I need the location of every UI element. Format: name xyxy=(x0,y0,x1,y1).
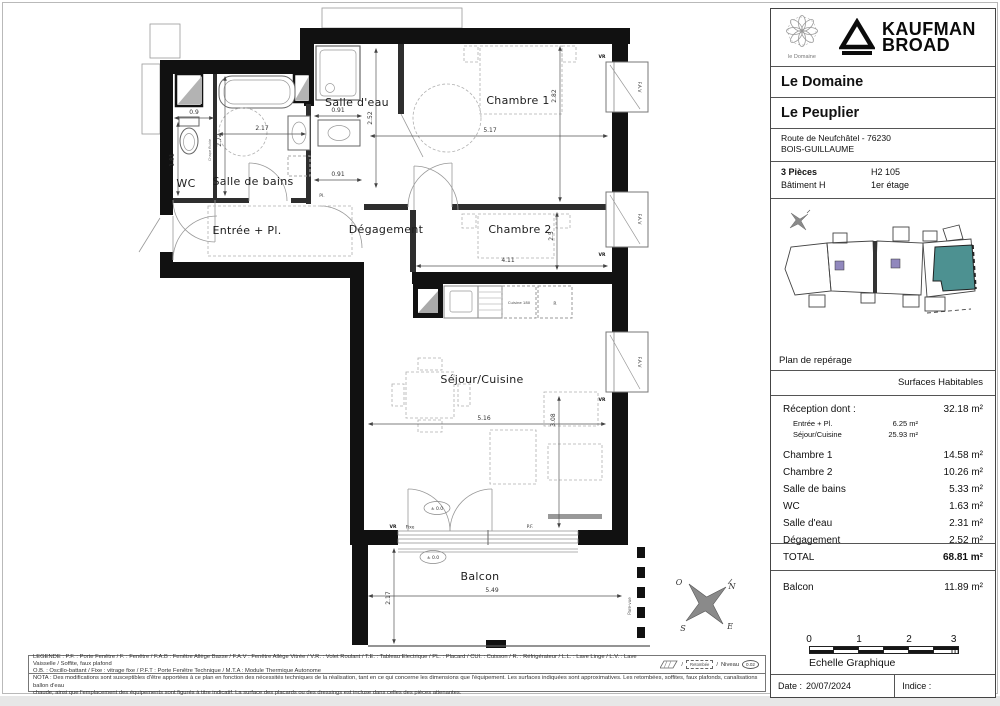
pf-label: P.F. xyxy=(526,525,534,530)
total-value: 68.81 m² xyxy=(942,551,983,563)
legend-strip xyxy=(28,654,766,696)
date-cell xyxy=(771,675,894,697)
balcon-value: 11.89 m² xyxy=(944,582,983,594)
scale-ticks xyxy=(806,634,960,657)
kaufman-broad-logo xyxy=(839,18,976,56)
balcon-label: Balcon xyxy=(783,582,814,594)
balcon-section xyxy=(771,571,995,675)
label-sejour: Séjour/Cuisine xyxy=(440,373,524,386)
label-chape: Chape fluide xyxy=(208,138,212,162)
vr-label: VR xyxy=(598,398,606,403)
table-subrow xyxy=(771,429,995,440)
svg-text:± 0.0: ± 0.0 xyxy=(426,556,440,561)
svg-text:2.17: 2.17 xyxy=(255,125,269,132)
legend-line2: O.B. : Oscillo-battant / Fixe : vitrage fixe / P.F.T : Porte Fenêtre Technique / M.T.A : Module Thermique Autonome xyxy=(33,668,321,674)
compass-e: E xyxy=(727,622,733,631)
svg-text:3.08: 3.08 xyxy=(550,413,557,427)
row-value: 25.93 m² xyxy=(888,429,918,439)
label-salle-eau: Salle d'eau xyxy=(325,96,389,109)
window-sejour xyxy=(599,332,648,403)
svg-text:0.91: 0.91 xyxy=(331,171,345,178)
address-line2: BOIS-GUILLAUME xyxy=(781,143,855,154)
fav-label: F.A.V xyxy=(636,356,641,368)
surfaces-table xyxy=(771,396,995,544)
row-value: 5.33 m² xyxy=(949,483,983,495)
reperage-caption: Plan de repérage xyxy=(779,354,852,366)
balcony-door xyxy=(390,489,578,552)
row-label: WC xyxy=(783,500,800,512)
program-name-text: Le Domaine xyxy=(781,73,864,90)
svg-text:2.17: 2.17 xyxy=(385,591,392,605)
kitchen xyxy=(413,284,572,318)
slash: / xyxy=(716,661,718,668)
slash: / xyxy=(681,661,684,668)
svg-text:2.82: 2.82 xyxy=(551,89,558,103)
row-label: Salle de bains xyxy=(783,483,846,495)
window-chambre1 xyxy=(599,54,648,112)
residence-name xyxy=(771,98,995,129)
kb-wordmark xyxy=(882,19,976,56)
scale-bar-segments xyxy=(809,646,959,654)
row-value: 10.26 m² xyxy=(943,466,983,478)
tick-3: 3 m xyxy=(950,634,960,657)
svg-text:2.52: 2.52 xyxy=(367,111,374,125)
date-label: Date : xyxy=(778,681,803,692)
table-row xyxy=(771,401,995,418)
label-degagement: Dégagement xyxy=(348,223,424,236)
tick-2: 2 xyxy=(906,634,912,646)
unit-info xyxy=(771,162,995,199)
highlighted-unit xyxy=(933,245,975,291)
row-value: 6.25 m² xyxy=(892,418,918,428)
room-labels xyxy=(176,94,551,583)
kb-triangle-icon xyxy=(839,18,875,56)
table-row xyxy=(771,447,995,464)
rosette-icon xyxy=(782,15,822,51)
nota-row xyxy=(29,674,765,699)
fav-label: F.A.V xyxy=(636,213,641,225)
unit-type: 3 Pièces xyxy=(781,167,818,178)
total-row xyxy=(771,544,995,572)
scale-bar xyxy=(771,634,995,674)
label-placard: Pl. xyxy=(319,194,325,199)
unit-etage: 1er étage xyxy=(871,180,910,191)
residence-name-text: Le Peuplier xyxy=(781,104,860,121)
address xyxy=(771,129,995,163)
table-row xyxy=(771,579,995,596)
fav-label: F.A.V xyxy=(636,81,641,93)
table-row xyxy=(771,515,995,532)
row-label: Dégagement xyxy=(783,534,841,546)
date-row xyxy=(771,675,995,697)
nota-line2: chaude, ainsi que l'emplacement des équipements sont figurés à titre indicatif. La surface des placards ou des dressings est incluse dans celles des pièces attenantes. xyxy=(33,690,462,696)
table-row xyxy=(771,464,995,481)
row-value: 2.52 m² xyxy=(949,534,983,546)
dimension-lines xyxy=(176,48,620,642)
unit-lot: H2 105 xyxy=(871,167,901,178)
scale-caption: Echelle Graphique xyxy=(809,657,896,670)
svg-text:5.16: 5.16 xyxy=(477,415,491,422)
reperage-section xyxy=(771,199,995,370)
compass-s: S xyxy=(680,624,686,633)
table-row xyxy=(771,481,995,498)
label-balcon: Balcon xyxy=(460,570,500,583)
vr-label: VR xyxy=(389,525,397,530)
logo-section xyxy=(771,9,995,67)
compass-n: N xyxy=(728,582,736,591)
svg-text:5.49: 5.49 xyxy=(485,587,499,594)
legend-text xyxy=(33,654,660,675)
svg-text:2.72: 2.72 xyxy=(216,133,223,147)
row-label: Chambre 2 xyxy=(783,466,833,478)
table-subrow xyxy=(771,418,995,429)
svg-text:1.81: 1.81 xyxy=(169,153,176,167)
mini-compass-icon xyxy=(790,210,810,230)
surfaces-title xyxy=(771,371,995,396)
legend-row xyxy=(29,656,765,674)
balcony xyxy=(368,547,650,646)
tv-bench xyxy=(548,514,602,519)
niveau-label: Niveau xyxy=(721,661,740,668)
title-block xyxy=(770,8,996,698)
stair-core xyxy=(835,261,844,270)
niveau-symbol: 0.02 xyxy=(742,660,759,669)
surfaces-title-text: Surfaces Habitables xyxy=(897,377,983,389)
vr-label: VR xyxy=(598,55,606,60)
label-chambre2: Chambre 2 xyxy=(488,223,552,236)
kb-word2: BROAD xyxy=(882,35,950,56)
row-label: Salle d'eau xyxy=(783,517,833,529)
program-name xyxy=(771,67,995,98)
retombee-symbol: Retombée xyxy=(686,660,713,669)
label-wc: WC xyxy=(176,177,196,190)
svg-text:0.91: 0.91 xyxy=(331,107,345,114)
tick-0: 0 xyxy=(806,634,812,646)
svg-text:2.5: 2.5 xyxy=(548,231,555,241)
compass-o: O xyxy=(675,578,683,587)
fixe-label: Fixe xyxy=(405,525,415,531)
exterior-walls xyxy=(160,28,630,648)
row-value: 2.31 m² xyxy=(949,517,983,529)
row-value: 32.18 m² xyxy=(943,403,983,415)
soffite-hatch-icon xyxy=(660,660,678,669)
unit-batiment: Bâtiment H xyxy=(781,180,826,191)
total-label: TOTAL xyxy=(783,551,815,563)
fridge-label: R xyxy=(553,302,557,307)
legend-symbols xyxy=(660,660,761,669)
row-label: Chambre 1 xyxy=(783,449,833,461)
row-value: 14.58 m² xyxy=(943,449,983,461)
indice-cell xyxy=(894,675,995,697)
cuisine-label: Cuisine 180 xyxy=(507,300,531,305)
key-plan xyxy=(771,199,995,349)
table-row xyxy=(771,498,995,515)
svg-text:± 0.0: ± 0.0 xyxy=(430,507,444,512)
pare-vue-label: Pare-vue xyxy=(627,597,632,615)
compass-rose xyxy=(676,578,737,633)
kb-word1: KAUFMAN xyxy=(882,19,976,40)
date-value: 20/07/2024 xyxy=(806,681,852,692)
svg-text:4.11: 4.11 xyxy=(501,257,515,264)
label-chambre1: Chambre 1 xyxy=(486,94,550,107)
legend-line1: LEGENDE : P.F. : Porte Fenêtre / F. : Fenêtre / F.A.B : Fenêtre Allège Basse / F.A.V : Fenêtre Allège Vitrée / V.R. : Volet Roulant / T.E. : Tableau Electrique / PL. : Placard / CUI. : Cuisson / R. : Réfrigérateur / L.L. : Lave Linge / L.V. : Lave Vaisselle / Soffite, faux plafond xyxy=(33,654,637,667)
central-core xyxy=(873,241,877,293)
svg-text:5.17: 5.17 xyxy=(483,127,497,134)
le-domaine-logo xyxy=(779,15,825,60)
indice-label: Indice : xyxy=(902,681,932,692)
row-value: 1.63 m² xyxy=(949,500,983,512)
row-label: Séjour/Cuisine xyxy=(793,429,842,439)
le-domaine-logo-text: le Domaine xyxy=(788,53,816,60)
tick-1: 1 xyxy=(856,634,862,646)
label-entree: Entrée + Pl. xyxy=(212,224,282,237)
nota-line1: NOTA : Des modifications sont susceptibles d'être apportées à ce plan en fonction des nécessités techniques de la réalisation, tant en ce qui concerne les dimensions que l'équipement. Les surfaces indiquées sont approximatives. Les retombées, soffites, faux plafonds, canalisations ballon d'eau xyxy=(33,675,758,689)
stair-core xyxy=(891,259,900,268)
address-line1: Route de Neufchâtel - 76230 xyxy=(781,132,891,143)
row-label: Réception dont : xyxy=(783,403,856,415)
label-salle-bains: Salle de bains xyxy=(212,175,294,188)
vr-label: VR xyxy=(598,253,606,258)
svg-text:0.9: 0.9 xyxy=(189,109,199,116)
windows xyxy=(599,54,648,403)
row-label: Entrée + Pl. xyxy=(793,418,833,428)
